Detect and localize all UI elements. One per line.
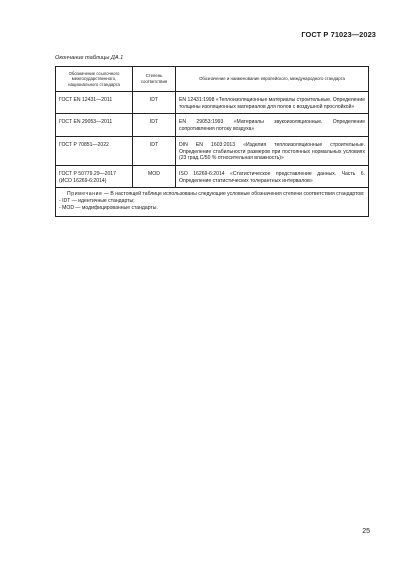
- document-code: ГОСТ Р 71023—2023: [301, 30, 376, 39]
- cell-standard-code: ГОСТ EN 29053—2011: [56, 114, 133, 136]
- table-row: [56, 114, 369, 136]
- cell-standard-code: ГОСТ Р 70851—2022: [56, 136, 133, 165]
- note-item-idt: - IDT — идентичные стандарты;: [59, 198, 135, 205]
- note-text: — В настоящей таблице использованы следующие условные обозначения степени соответствия стандартов:: [103, 191, 365, 198]
- cell-designation: EN 29053:1993 «Материалы звукоизоляционные. Определение сопротивления потоку воздуха»: [176, 114, 369, 136]
- reference-standards-table: [55, 66, 369, 217]
- cell-degree: IDT: [133, 114, 176, 136]
- table-caption: Окончание таблицы ДА.1: [55, 55, 124, 61]
- table-row: [56, 166, 369, 188]
- cell-degree: IDT: [133, 92, 176, 114]
- cell-designation: DIN EN 1603:2013 «Изделия теплоизоляционные строительные. Определение стабильности размеров при постоянных нормальных условиях (23 град.С/50 % относительная влажность)»: [176, 136, 369, 165]
- note-item-mod: - MOD — модифицированные стандарты.: [59, 205, 158, 212]
- note-label: Примечание: [67, 191, 103, 198]
- cell-standard-code: ГОСТ Р 50779.29—2017 (ИСО 16269-6:2014): [56, 166, 133, 188]
- table-note: [56, 188, 369, 217]
- table-row: [56, 92, 369, 114]
- cell-degree: MOD: [133, 166, 176, 188]
- column-header-degree: Степень соответствия: [133, 67, 176, 92]
- cell-designation: EN 12431:1998 «Теплоизоляционные материалы строительные. Определение толщины изоляционных материалов для полов с воздушной прослойкой»: [176, 92, 369, 114]
- note-paragraph: [59, 191, 365, 198]
- cell-standard-code: ГОСТ EN 12431—2011: [56, 92, 133, 114]
- column-header-international-standard: Обозначение и наименование европейского, международного стандарта: [176, 67, 369, 92]
- cell-designation: ISO 16269-6:2014 «Статистическое представление данных. Часть 6. Определение статистических толерантных интервалов»: [176, 166, 369, 188]
- table-row: [56, 136, 369, 165]
- cell-degree: IDT: [133, 136, 176, 165]
- page-number: 25: [362, 528, 370, 535]
- table-header-row: [56, 67, 369, 92]
- table-note-row: [56, 188, 369, 217]
- column-header-reference-standard: Обозначение ссылочного межгосударственного, национального стандарта: [56, 67, 133, 92]
